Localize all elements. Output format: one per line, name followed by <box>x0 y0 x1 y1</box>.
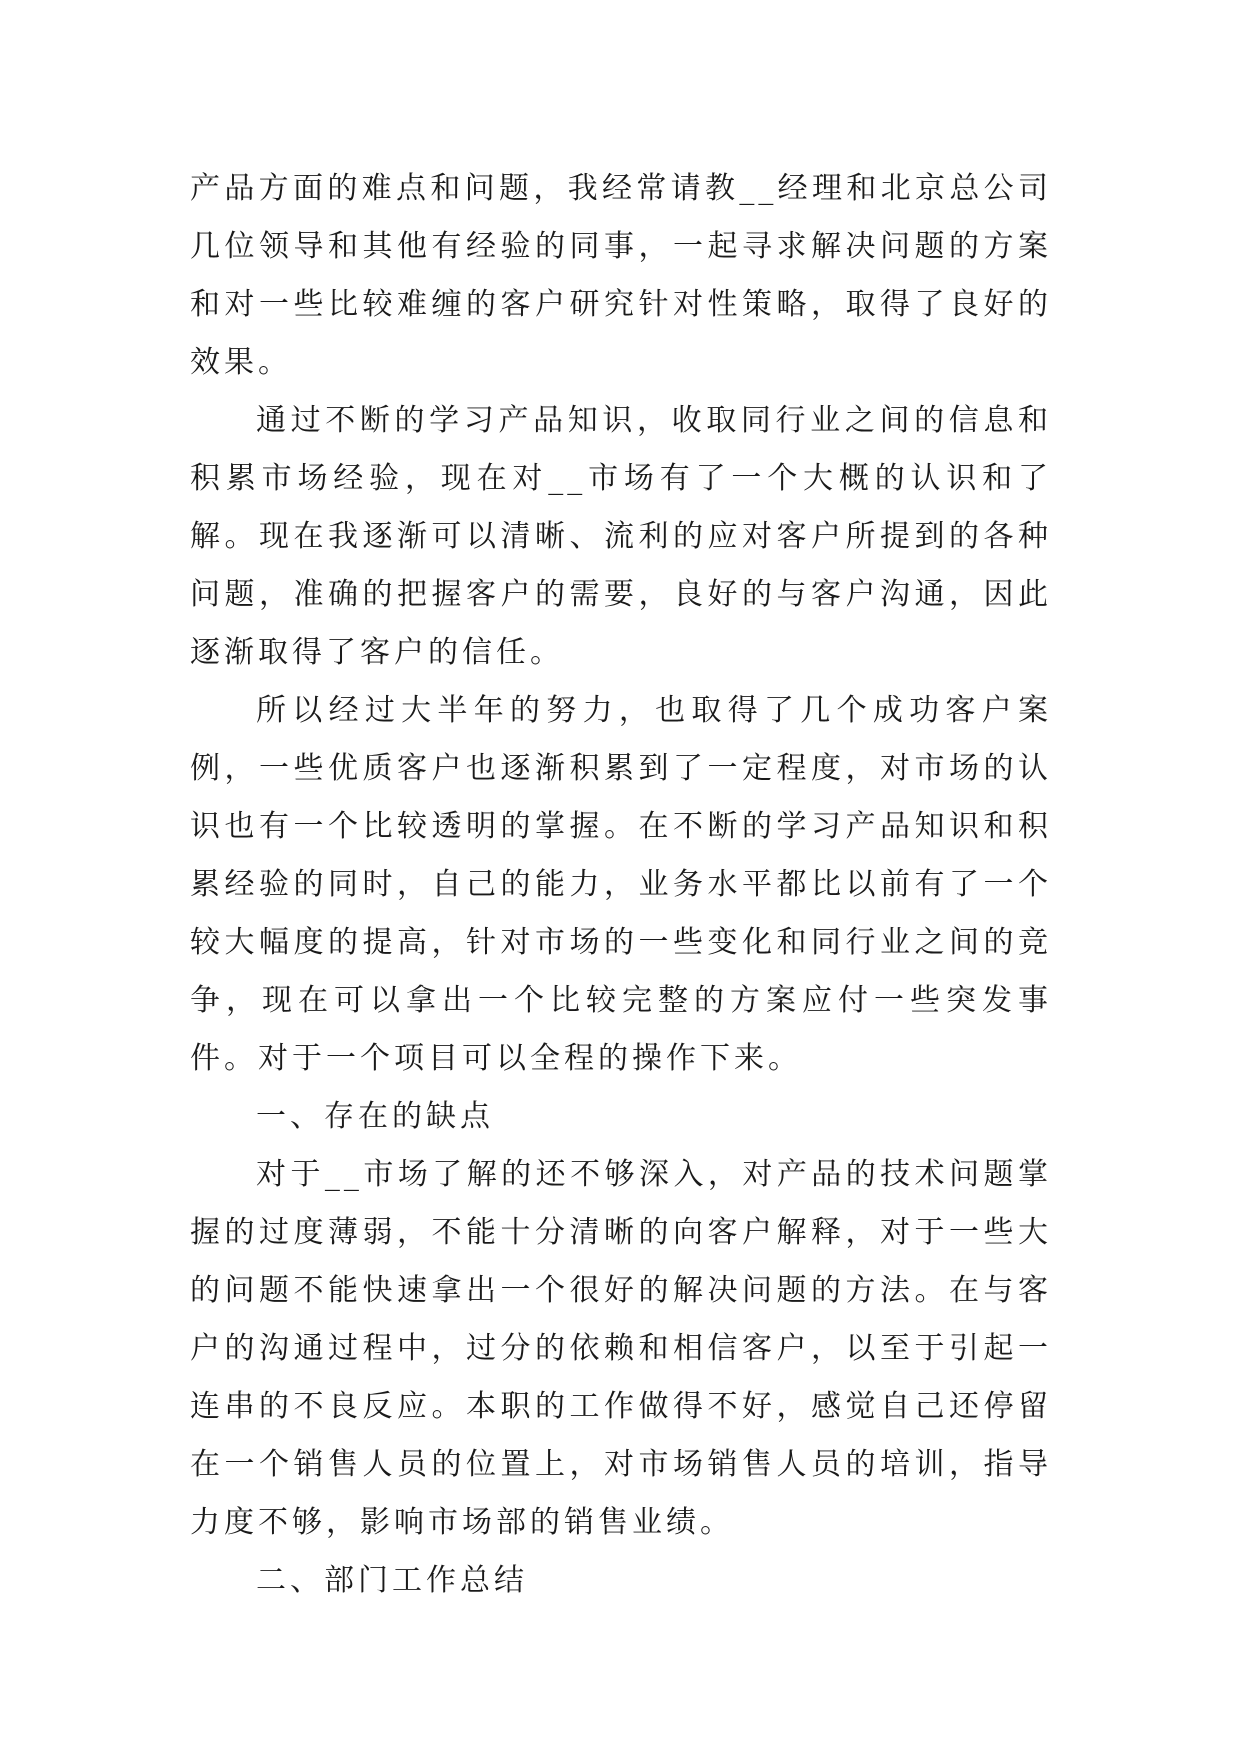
paragraph-continuation: 产品方面的难点和问题，我经常请教__经理和北京总公司几位领导和其他有经验的同事，一起寻求解决问题的方案和对一些比较难缠的客户研究针对性策略，取得了良好的效果。 <box>190 171 1052 380</box>
paragraph-achievements: 所以经过大半年的努力，也取得了几个成功客户案例，一些优质客户也逐渐积累到了一定程度，对市场的认识也有一个比较透明的掌握。在不断的学习产品知识和积累经验的同时，自己的能力，业务水平都比以前有了一个较大幅度的提高，针对市场的一些变化和同行业之间的竞争，现在可以拿出一个比较完整的方案应付一些突发事件。对于一个项目可以全程的操作下来。 <box>190 693 1052 1076</box>
section-heading-department-summary: 二、部门工作总结 <box>256 1563 528 1598</box>
document-body <box>190 160 1052 1610</box>
paragraph-shortcomings: 对于__市场了解的还不够深入，对产品的技术问题掌握的过度薄弱，不能十分清晰的向客户解释，对于一些大的问题不能快速拿出一个很好的解决问题的方法。在与客户的沟通过程中，过分的依赖和相信客户，以至于引起一连串的不良反应。本职的工作做得不好，感觉自己还停留在一个销售人员的位置上，对市场销售人员的培训，指导力度不够，影响市场部的销售业绩。 <box>190 1157 1052 1540</box>
paragraph-market-knowledge: 通过不断的学习产品知识，收取同行业之间的信息和积累市场经验，现在对__市场有了一个大概的认识和了解。现在我逐渐可以清晰、流利的应对客户所提到的各种问题，准确的把握客户的需要，良好的与客户沟通，因此逐渐取得了客户的信任。 <box>190 403 1052 670</box>
section-heading-shortcomings: 一、存在的缺点 <box>256 1099 494 1134</box>
